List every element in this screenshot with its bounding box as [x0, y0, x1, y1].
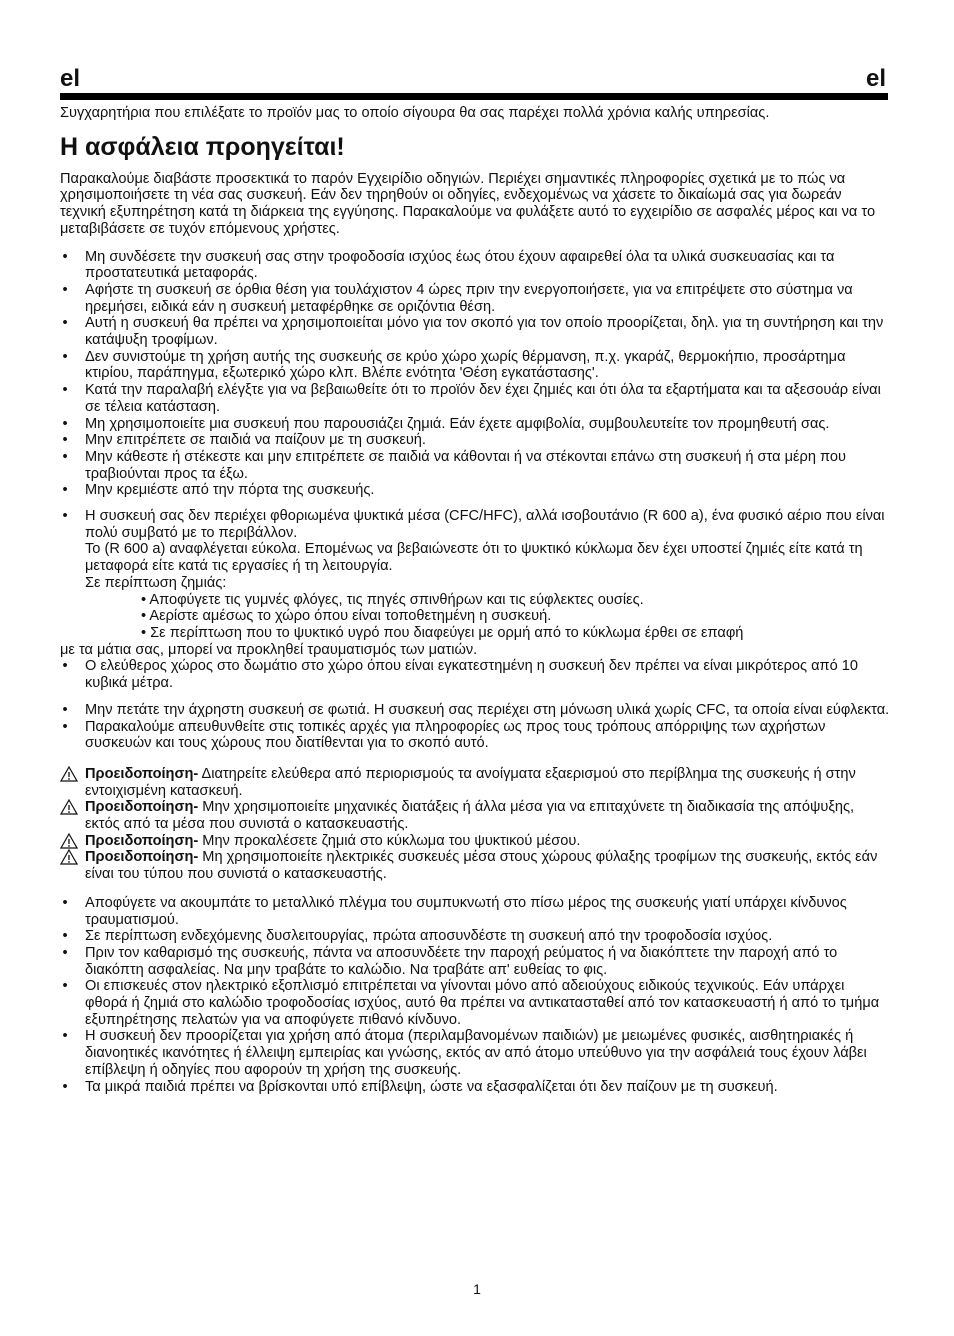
- warning-item: [60, 766, 890, 799]
- warning-label: Προειδοποίηση-: [85, 849, 199, 866]
- refrigerant-line-1: Η συσκευή σας δεν περιέχει φθοριωμένα ψυκτικά μέσα (CFC/HFC), αλλά ισοβουτάνιο (R 600 a), ένα φυσικό αέριο που είναι πολύ συμβατό με το περιβάλλον.: [85, 508, 885, 541]
- language-code-right: el: [865, 65, 886, 92]
- list-item: • Η συσκευή δεν προορίζεται για χρήση από άτομα (περιλαμβανομένων παιδιών) με μειωμένες φυσικές, αισθητηριακές ή διανοητικές ικανότητες ή έλλειψη εμπειρίας και γνώσης, εκτός αν από άτομο υπεύθυνο για την ασφάλειά τους έχουν λάβει επίβλεψη ή οδηγίες που αφορούν τη χρήση της συσκευής.: [62, 1028, 867, 1078]
- warning-label: Προειδοποίηση-: [85, 832, 199, 849]
- damage-step-1: • Αποφύγετε τις γυμνές φλόγες, τις πηγές σπινθήρων και τις εύφλεκτες ουσίες.: [141, 591, 644, 608]
- list-item: • Μην πετάτε την άχρηστη συσκευή σε φωτιά. Η συσκευή σας περιέχει στη μόνωση υλικά χωρίς CFC, τα οποία είναι εύφλεκτα.: [62, 701, 890, 718]
- refrigerant-line-2: Το (R 600 a) αναφλέγεται εύκολα. Επομένως να βεβαιώνεστε ότι το ψυκτικό κύκλωμα δεν έχει υποστεί ζημιές είτε κατά τη μεταφορά είτε κατά τις εργασίες ή τη λειτουργία.: [85, 541, 863, 575]
- list-item: • Μην κάθεστε ή στέκεστε και μην επιτρέπετε σε παιδιά να κάθονται ή να στέκονται επάνω στη συσκευή ή στα μέρη που τραβιούνται προς τα έξω.: [62, 448, 846, 482]
- warning-text: Μη χρησιμοποιείτε ηλεκτρικές συσκευές μέσα στους χώρους φύλαξης τροφίμων της συσκευής, εκτός εάν είναι του τύπου που συνιστά ο κατασκευαστής.: [85, 849, 878, 883]
- list-item: • Δεν συνιστούμε τη χρήση αυτής της συσκευής σε κρύο χώρο χωρίς θέρμανση, π.χ. γκαράζ, θερμοκήπιο, προσάρτημα κτιρίου, παράπηγμα, εξωτερικό χώρο κλπ. Βλέπε ενότητα 'Θέση εγκατάστασης'.: [62, 348, 846, 382]
- space-list: [60, 658, 890, 691]
- refrigerant-item: • Η συσκευή σας δεν περιέχει φθοριωμένα ψυκτικά μέσα (CFC/HFC), αλλά ισοβουτάνιο (R 600 a), ένα φυσικό αέριο που είναι πολύ συμβατό με το περιβάλλον. Το (R 600 a) αναφλέγεται εύκολα. Επομένως να βεβαιώνεστε ότι το ψυκτικό κύκλωμα δεν έχει υποστεί ζημιές είτε κατά τη μεταφορά είτε κατά τις εργασίες ή τη λειτουργία. Σε περίπτωση ζημιάς: • Αποφύγετε τις γυμνές φλόγες, τις πηγές σπινθήρων και τις εύφλεκτες ουσίες. • Αερίστε αμέσως το χώρο όπου είναι τοποθετημένη η συσκευή. • Σε περίπτωση που το ψυκτικό υγρό που διαφεύγει με ορμή από το κύκλωμα έρθει σε επαφή: [60, 508, 890, 642]
- warning-triangle-icon: [60, 849, 78, 865]
- warning-label: Προειδοποίηση-: [85, 799, 199, 816]
- list-item: • Κατά την παραλαβή ελέγξτε για να βεβαιωθείτε ότι το προϊόν δεν έχει ζημιές και ότι όλα τα εξαρτήματα και τα αξεσουάρ είναι σε τέλεια κατάσταση.: [62, 382, 881, 415]
- refrigerant-line-3: Σε περίπτωση ζημιάς:: [85, 574, 227, 591]
- list-item: • Οι επισκευές στον ηλεκτρικό εξοπλισμό επιτρέπεται να γίνονται μόνο από αδειούχους ειδικούς τεχνικούς. Εάν υπάρχει φθορά ή ζημιά στο καλώδιο τροφοδοσίας ισχύος, αυτό θα πρέπει να αντικατασταθεί από τον κατασκευαστή ή από το τμήμα εξυπηρέτησης πελατών για να αποφύγετε πιθανό κίνδυνο.: [62, 978, 880, 1028]
- warning-triangle-icon: [60, 799, 78, 815]
- damage-step-3-continued: με τα μάτια σας, μπορεί να προκληθεί τραυματισμός των ματιών.: [60, 641, 478, 658]
- damage-step-2: • Αερίστε αμέσως το χώρο όπου είναι τοποθετημένη η συσκευή.: [141, 608, 552, 625]
- safety-list-1: [60, 249, 890, 500]
- intro-paragraph: Συγχαρητήρια που επιλέξατε το προϊόν μας το οποίο σίγουρα θα σας παρέχει πολλά χρόνια καλής υπηρεσίας.: [60, 105, 770, 121]
- safety-list-3: [60, 895, 890, 1095]
- warning-item: [60, 849, 890, 882]
- list-item: • Αυτή η συσκευή θα πρέπει να χρησιμοποιείται μόνο για τον σκοπό για τον οποίο προορίζεται, δηλ. για τη συντήρηση και την κατάψυξη τροφίμων.: [62, 315, 884, 349]
- list-item: • Παρακαλούμε απευθυνθείτε στις τοπικές αρχές για πληροφορίες ως προς τους τρόπους απόρριψης των αχρήστων συσκευών και τους χώρους που διατίθενται για το σκοπό αυτό.: [62, 718, 826, 752]
- page-number: 1: [473, 1281, 481, 1297]
- list-item: • Μη συνδέσετε την συσκευή σας στην τροφοδοσία ισχύος έως ότου έχουν αφαιρεθεί όλα τα υλικά συσκευασίας και τα προστατευτικά μεταφοράς.: [62, 248, 835, 282]
- warning-text: Μην χρησιμοποιείτε μηχανικές διατάξεις ή άλλα μέσα για να επιταχύνετε τη διαδικασία της απόψυξης, εκτός από τα μέσα που συνιστά ο κατασκευαστής.: [85, 799, 855, 833]
- instructions-paragraph: Παρακαλούμε διαβάστε προσεκτικά το παρόν Εγχειρίδιο οδηγιών. Περιέχει σημαντικές πληροφορίες σχετικά με το πώς να χρησιμοποιήσετε τη νέα σας συσκευή. Εάν δεν τηρηθούν οι οδηγίες, ενδεχομένως να χάσετε το δικαίωμά σας για δωρεάν τεχνική εξυπηρέτηση κατά τη διάρκεια της εγγύησης. Παρακαλούμε να φυλάξετε αυτό το εγχειρίδιο σε ασφαλές μέρος και να το μεταβιβάσετε σε τυχόν επόμενους χρήστες.: [60, 170, 876, 237]
- warning-item: [60, 833, 890, 850]
- warning-item: [60, 799, 890, 832]
- language-code-left: el: [60, 65, 81, 92]
- list-item: • Πριν τον καθαρισμό της συσκευής, πάντα να αποσυνδέετε την παροχή ρεύματος ή να διακόπτετε την παροχή από το διακόπτη ασφαλείας. Να μην τραβάτε το καλώδιο. Να τραβάτε απ' ευθείας το φις.: [62, 944, 838, 978]
- list-item: • Αφήστε τη συσκευή σε όρθια θέση για τουλάχιστον 4 ώρες πριν την ενεργοποιήσετε, για να επιτρέψετε στο σύστημα να ηρεμήσει, ειδικά εάν η συσκευή μεταφέρθηκε σε οριζόντια θέση.: [62, 281, 853, 315]
- list-item: • Μην κρεμιέστε από την πόρτα της συσκευής.: [62, 482, 375, 499]
- damage-step-3: • Σε περίπτωση που το ψυκτικό υγρό που διαφεύγει με ορμή από το κύκλωμα έρθει σε επαφή: [141, 624, 744, 641]
- list-item: • Μη χρησιμοποιείτε μια συσκευή που παρουσιάζει ζημιά. Εάν έχετε αμφιβολία, συμβουλευτείτε τον προμηθευτή σας.: [62, 415, 830, 432]
- list-item: • Μην επιτρέπετε σε παιδιά να παίζουν με τη συσκευή.: [62, 432, 426, 449]
- refrigerant-list: [60, 508, 890, 642]
- warning-label: Προειδοποίηση-: [85, 765, 199, 782]
- page-header: [60, 66, 888, 92]
- warning-text: Μην προκαλέσετε ζημιά στο κύκλωμα του ψυκτικού μέσου.: [198, 832, 581, 849]
- warnings-block: [60, 766, 890, 883]
- list-item: • Αποφύγετε να ακουμπάτε το μεταλλικό πλέγμα του συμπυκνωτή στο πίσω μέρος της συσκευής γιατί υπάρχει κίνδυνος τραυματισμού.: [62, 894, 847, 928]
- list-item: • Σε περίπτωση ενδεχόμενης δυσλειτουργίας, πρώτα αποσυνδέστε τη συσκευή από την τροφοδοσία ισχύος.: [62, 928, 773, 945]
- list-item: • Ο ελεύθερος χώρος στο δωμάτιο στο χώρο όπου είναι εγκατεστημένη η συσκευή δεν πρέπει να είναι μικρότερος από 10 κυβικά μέτρα.: [62, 658, 859, 692]
- header-rule: [60, 93, 888, 100]
- warning-triangle-icon: [60, 833, 78, 849]
- list-item: • Τα μικρά παιδιά πρέπει να βρίσκονται υπό επίβλεψη, ώστε να εξασφαλίζεται ότι δεν παίζουν με τη συσκευή.: [62, 1078, 778, 1095]
- warning-text: Διατηρείτε ελεύθερα από περιορισμούς τα ανοίγματα εξαερισμού στο περίβλημα της συσκευής ή στην εντοιχισμένη κατασκευή.: [85, 765, 856, 799]
- disposal-list: [60, 702, 890, 752]
- page-content: [60, 105, 890, 1095]
- warning-triangle-icon: [60, 766, 78, 782]
- section-heading: Η ασφάλεια προηγείται!: [60, 132, 345, 161]
